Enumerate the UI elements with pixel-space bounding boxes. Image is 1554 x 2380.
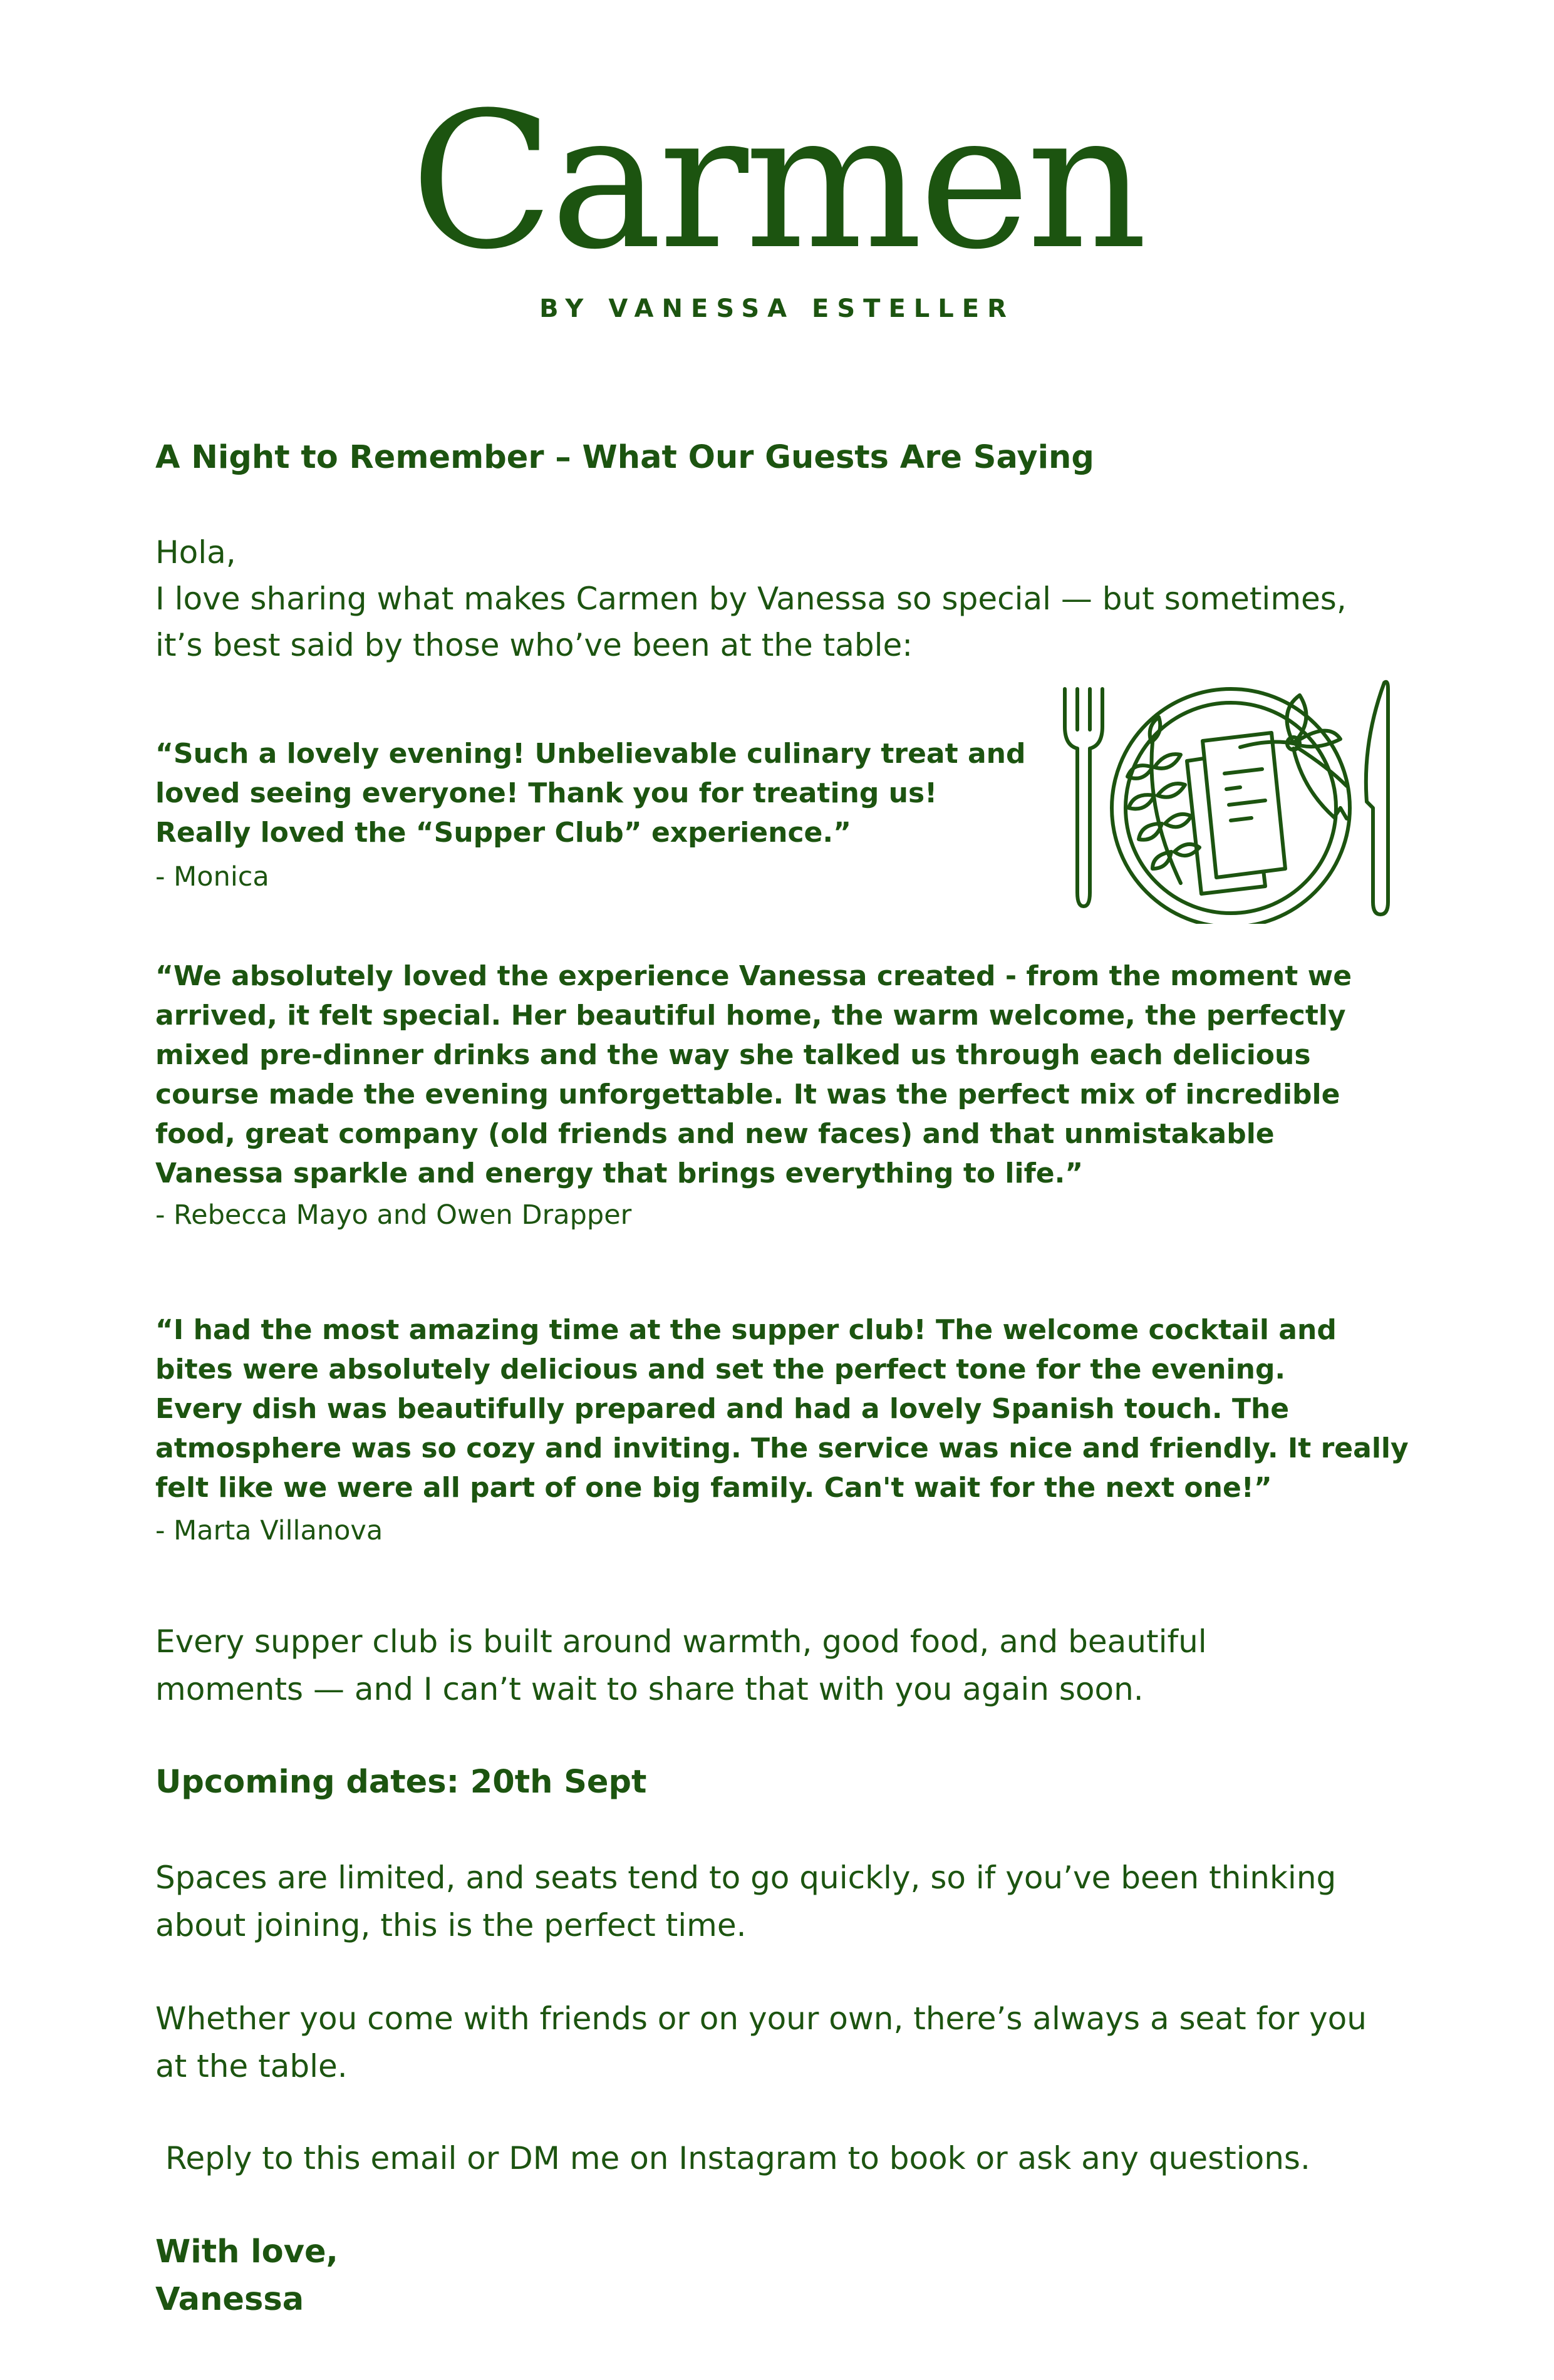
- greeting: Hola,: [155, 534, 236, 571]
- paragraph-line: at the table.: [155, 2048, 348, 2084]
- greeting-block: [155, 529, 1347, 668]
- signature: Vanessa: [155, 2281, 304, 2318]
- spaces-paragraph: [155, 1854, 1336, 1949]
- quote-line: bites were absolutely delicious and set the perfect tone for the evening.: [155, 1353, 1286, 1385]
- signoff: With love,: [155, 2233, 338, 2270]
- quote-line: course made the evening unforgettable. It was the perfect mix of incredible: [155, 1079, 1340, 1110]
- quote-line: loved seeing everyone! Thank you for treating us!: [155, 777, 938, 809]
- testimonial-quote: [155, 734, 1025, 852]
- quote-line: food, great company (old friends and new faces) and that unmistakable: [155, 1118, 1275, 1150]
- quote-line: “I had the most amazing time at the supper club! The welcome cocktail and: [155, 1314, 1337, 1346]
- place-setting-icon: [1052, 673, 1403, 924]
- testimonial-quote: [155, 1310, 1409, 1508]
- brand-logo: Carmen: [410, 72, 1144, 291]
- reply-instructions: Reply to this email or DM me on Instagram to book or ask any questions.: [155, 2140, 1310, 2176]
- testimonial-quote: [155, 956, 1352, 1193]
- quote-line: “We absolutely loved the experience Vanessa created - from the moment we: [155, 960, 1352, 992]
- paragraph-line: moments — and I can’t wait to share that with you again soon.: [155, 1671, 1144, 1707]
- testimonial-author: - Monica: [155, 861, 269, 892]
- paragraph-line: Whether you come with friends or on your own, there’s always a seat for you: [155, 2000, 1367, 2037]
- testimonial-author: - Rebecca Mayo and Owen Drapper: [155, 1199, 632, 1231]
- whether-paragraph: [155, 1995, 1367, 2090]
- quote-line: atmosphere was so cozy and inviting. The service was nice and friendly. It really: [155, 1432, 1409, 1464]
- paragraph-line: Every supper club is built around warmth, good food, and beautiful: [155, 1623, 1207, 1660]
- quote-line: arrived, it felt special. Her beautiful home, the warm welcome, the perfectly: [155, 1000, 1346, 1032]
- menu-card-icon: [1187, 733, 1285, 894]
- quote-line: “Such a lovely evening! Unbelievable culinary treat and: [155, 738, 1026, 770]
- intro-line: I love sharing what makes Carmen by Vanessa so special — but sometimes,: [155, 581, 1347, 617]
- paragraph-line: about joining, this is the perfect time.: [155, 1907, 747, 1943]
- fork-icon: [1065, 689, 1102, 906]
- quote-line: mixed pre-dinner drinks and the way she talked us through each delicious: [155, 1039, 1311, 1071]
- upcoming-dates: Upcoming dates: 20th Sept: [155, 1764, 647, 1801]
- closing-paragraph: [155, 1618, 1207, 1713]
- paragraph-line: Spaces are limited, and seats tend to go quickly, so if you’ve been thinking: [155, 1860, 1337, 1896]
- testimonial-author: - Marta Villanova: [155, 1515, 383, 1546]
- email-title: A Night to Remember – What Our Guests Are Saying: [155, 439, 1094, 476]
- quote-line: Vanessa sparkle and energy that brings everything to life.”: [155, 1157, 1084, 1189]
- quote-line: Really loved the “Supper Club” experience.”: [155, 817, 852, 849]
- quote-line: felt like we were all part of one big family. Can't wait for the next one!”: [155, 1472, 1272, 1504]
- knife-icon: [1366, 682, 1388, 914]
- quote-line: Every dish was beautifully prepared and had a lovely Spanish touch. The: [155, 1393, 1290, 1425]
- intro-line: it’s best said by those who’ve been at the table:: [155, 627, 913, 663]
- brand-byline: BY VANESSA ESTELLER: [539, 294, 1015, 323]
